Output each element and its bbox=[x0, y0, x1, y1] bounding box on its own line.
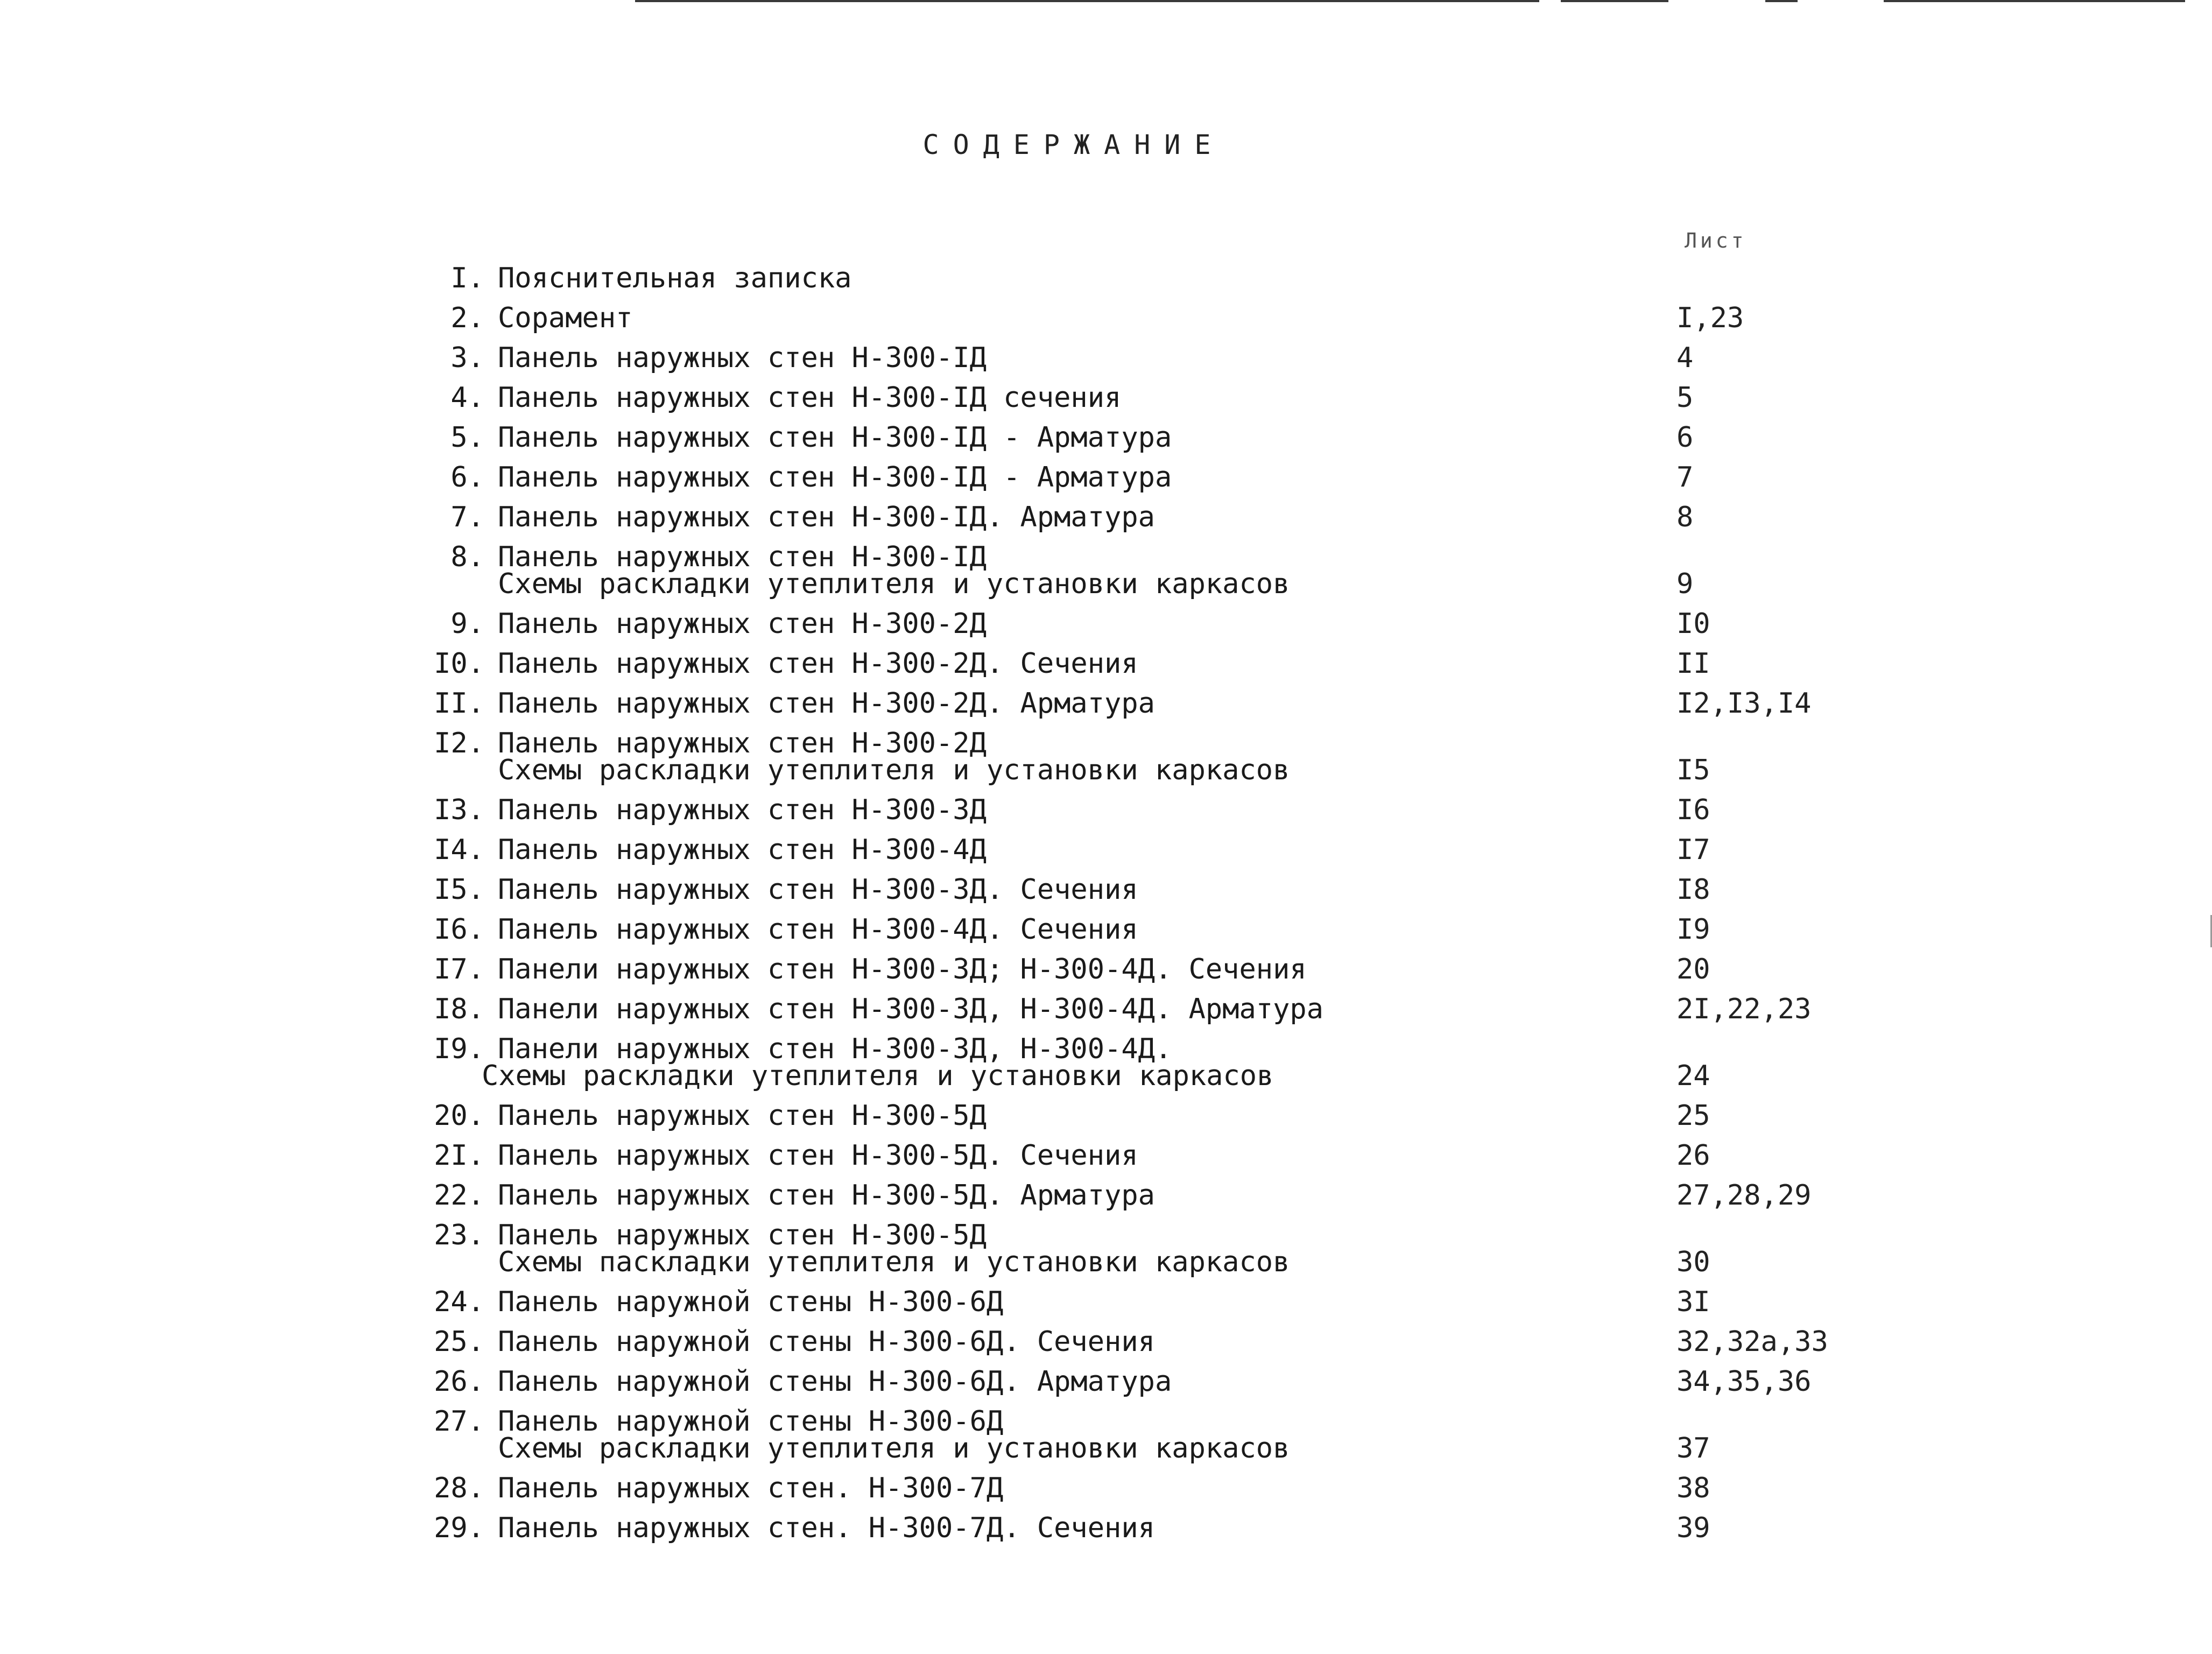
toc-entry-title bbox=[498, 1512, 1601, 1544]
toc-entry-number: 26. bbox=[434, 1366, 484, 1398]
toc-entry-page: 27,28,29 bbox=[1676, 1179, 1812, 1212]
toc-entry bbox=[420, 684, 1873, 723]
toc-entry-number: 3. bbox=[450, 342, 484, 374]
toc-entry-title-line: Панель наружных стен Н-300-2Д bbox=[498, 727, 987, 759]
toc-entry-title-line: Панель наружных стен. Н-300-7Д. Сечения bbox=[498, 1512, 1155, 1544]
toc-entry-title bbox=[498, 1100, 1601, 1132]
toc-entry bbox=[420, 338, 1873, 378]
toc-entry-page: 39 bbox=[1676, 1512, 1710, 1544]
toc-entry-title-line: Панель наружных стен Н-300-4Д. Сечения bbox=[498, 913, 1138, 946]
scan-edge-rule bbox=[1765, 0, 1798, 2]
toc-entry bbox=[420, 1136, 1873, 1176]
toc-entry-number: 9. bbox=[450, 608, 484, 640]
toc-entry-number: 29. bbox=[434, 1512, 484, 1544]
toc-entry-page: 7 bbox=[1676, 461, 1694, 494]
toc-entry-page: 37 bbox=[1676, 1432, 1710, 1465]
toc-entry-title bbox=[498, 302, 1601, 334]
toc-entry-page: 8 bbox=[1676, 501, 1694, 533]
toc-entry bbox=[420, 1096, 1873, 1136]
toc-entry-page: I7 bbox=[1676, 834, 1710, 866]
scan-edge-rule bbox=[635, 0, 1539, 2]
toc-entry-title bbox=[498, 608, 1601, 640]
toc-entry-title bbox=[498, 461, 1601, 494]
toc-entry-title bbox=[498, 1139, 1601, 1172]
toc-entry-number: 25. bbox=[434, 1326, 484, 1358]
toc-entry-page: 6 bbox=[1676, 421, 1694, 454]
toc-entry bbox=[420, 1468, 1873, 1508]
toc-entry-number: 23. bbox=[434, 1219, 484, 1251]
toc-entry-page: 2I,22,23 bbox=[1676, 993, 1812, 1025]
toc-entry-number: I2. bbox=[434, 727, 484, 759]
toc-entry-title-line: Панель наружных стен Н-300-IД bbox=[498, 541, 987, 573]
toc-entry-title-line: Панель наружных стен Н-300-4Д bbox=[498, 834, 987, 866]
toc-entry-page: I9 bbox=[1676, 913, 1710, 946]
toc-entry-number: 27. bbox=[434, 1405, 484, 1438]
toc-entry-number: I7. bbox=[434, 953, 484, 986]
toc-entry-page: 3I bbox=[1676, 1286, 1710, 1318]
toc-entry-title-line: Панель наружных стен Н-300-IД. Арматура bbox=[498, 501, 1155, 533]
toc-entry-title-line: Пояснительная записка bbox=[498, 262, 852, 294]
toc-entry bbox=[420, 1029, 1873, 1096]
toc-entry-number: I6. bbox=[434, 913, 484, 946]
toc-entry-title-line: Панель наружной стены Н-300-6Д bbox=[498, 1286, 1004, 1318]
toc-entry-page: 9 bbox=[1676, 568, 1694, 600]
toc-entry-title-line: Панель наружных стен Н-300-3Д. Сечения bbox=[498, 874, 1138, 906]
toc-entry-title bbox=[498, 647, 1601, 680]
toc-entry-title bbox=[498, 342, 1601, 374]
toc-entry bbox=[420, 644, 1873, 684]
toc-entry-number: I0. bbox=[434, 647, 484, 680]
toc-entry-title bbox=[498, 874, 1601, 906]
toc-entry-page: 24 bbox=[1676, 1060, 1710, 1092]
toc-entry-page: 5 bbox=[1676, 382, 1694, 414]
toc-entry bbox=[420, 790, 1873, 830]
toc-entry-title bbox=[498, 993, 1601, 1025]
toc-entry-number: 5. bbox=[450, 421, 484, 454]
toc-entry-title-line: Панели наружных стен Н-300-3Д, Н-300-4Д. Арматура bbox=[498, 993, 1324, 1025]
toc-entry bbox=[420, 1215, 1873, 1282]
toc-entry-title bbox=[498, 913, 1601, 946]
toc-entry-title bbox=[498, 262, 1601, 294]
toc-entry-page: I5 bbox=[1676, 754, 1710, 786]
toc-entry bbox=[420, 870, 1873, 910]
toc-entry-title-line: Панель наружных стен Н-300-IД bbox=[498, 342, 987, 374]
toc-entry bbox=[420, 537, 1873, 604]
toc-entry-title bbox=[498, 1326, 1601, 1358]
toc-entry-title-line: Панель наружных стен Н-300-2Д bbox=[498, 608, 987, 640]
toc-entry-title-line: Панель наружных стен Н-300-2Д. Сечения bbox=[498, 647, 1138, 680]
toc-entry-title-line: Панель наружных стен Н-300-5Д. Арматура bbox=[498, 1179, 1155, 1212]
toc-entry-number: 8. bbox=[450, 541, 484, 573]
toc-entry-number: I9. bbox=[434, 1033, 484, 1065]
toc-entry-title-line: Панель наружных стен Н-300-5Д. Сечения bbox=[498, 1139, 1138, 1172]
toc-entry bbox=[420, 949, 1873, 989]
toc-entry-page: I,23 bbox=[1676, 302, 1744, 334]
toc-entry-page: I2,I3,I4 bbox=[1676, 687, 1812, 720]
toc-entry-title-line: Панели наружных стен Н-300-3Д; Н-300-4Д. Сечения bbox=[498, 953, 1307, 986]
toc-entry-number: I4. bbox=[434, 834, 484, 866]
scan-edge-rule bbox=[1884, 0, 2185, 2]
toc-entry-title bbox=[498, 501, 1601, 533]
toc-entry-title bbox=[498, 834, 1601, 866]
toc-entry-title-line: Панель наружной стены Н-300-6Д. Арматура bbox=[498, 1366, 1172, 1398]
toc-entry bbox=[420, 604, 1873, 644]
toc-entry-title-line: Сорамент bbox=[498, 302, 633, 334]
toc-entry bbox=[420, 1176, 1873, 1215]
toc-entry-number: I3. bbox=[434, 794, 484, 826]
toc-entry-title-line: Панель наружных стен Н-300-IД - Арматура bbox=[498, 421, 1172, 454]
toc-entry-number: 22. bbox=[434, 1179, 484, 1212]
toc-entry bbox=[420, 298, 1873, 338]
toc-entry-title bbox=[498, 1405, 1601, 1465]
toc-entry-title bbox=[498, 1366, 1601, 1398]
toc-entry bbox=[420, 1508, 1873, 1548]
toc-entry-subtitle-line: Схемы раскладки утеплителя и установки каркасов bbox=[498, 754, 1290, 786]
toc-entry bbox=[420, 723, 1873, 790]
toc-entry-title-line: Панель наружных стен. Н-300-7Д bbox=[498, 1472, 1004, 1504]
toc-entry-number: 4. bbox=[450, 382, 484, 414]
table-of-contents bbox=[420, 258, 1873, 1548]
toc-entry-title-line: Панель наружной стены Н-300-6Д. Сечения bbox=[498, 1326, 1155, 1358]
toc-entry-number: 7. bbox=[450, 501, 484, 533]
toc-entry-page: 34,35,36 bbox=[1676, 1366, 1812, 1398]
toc-entry bbox=[420, 1402, 1873, 1468]
scan-edge-rule bbox=[1561, 0, 1668, 2]
toc-entry-page: 38 bbox=[1676, 1472, 1710, 1504]
toc-entry-page: I8 bbox=[1676, 874, 1710, 906]
toc-entry-title bbox=[498, 727, 1601, 786]
toc-entry-page: I6 bbox=[1676, 794, 1710, 826]
toc-entry-number: 28. bbox=[434, 1472, 484, 1504]
toc-entry bbox=[420, 1322, 1873, 1362]
toc-entry-title bbox=[498, 1472, 1601, 1504]
toc-entry-page: II bbox=[1676, 647, 1710, 680]
toc-entry-title-line: Панель наружных стен Н-300-3Д bbox=[498, 794, 987, 826]
toc-entry-page: 32,32а,33 bbox=[1676, 1326, 1828, 1358]
toc-entry-title-line: Панель наружных стен Н-300-IД сечения bbox=[498, 382, 1122, 414]
toc-entry-number: II. bbox=[434, 687, 484, 720]
toc-entry-title-line: Панель наружных стен Н-300-5Д bbox=[498, 1100, 987, 1132]
toc-entry-title-line: Панель наружной стены Н-300-6Д bbox=[498, 1405, 1004, 1438]
toc-entry-title bbox=[498, 953, 1601, 986]
toc-entry-title-line: Панель наружных стен Н-300-2Д. Арматура bbox=[498, 687, 1155, 720]
toc-entry-number: I. bbox=[450, 262, 484, 294]
toc-entry-title bbox=[498, 421, 1601, 454]
toc-entry-title-line: Панели наружных стен Н-300-3Д, Н-300-4Д. bbox=[498, 1033, 1172, 1065]
toc-entry bbox=[420, 458, 1873, 497]
toc-entry-page: 26 bbox=[1676, 1139, 1710, 1172]
toc-entry-page: 30 bbox=[1676, 1246, 1710, 1278]
toc-entry-title-line: Панель наружных стен Н-300-IД - Арматура bbox=[498, 461, 1172, 494]
toc-entry bbox=[420, 989, 1873, 1029]
toc-entry-subtitle-line: Схемы раскладки утеплителя и установки каркасов bbox=[482, 1060, 1274, 1092]
toc-entry bbox=[420, 830, 1873, 870]
toc-entry bbox=[420, 497, 1873, 537]
toc-entry-number: I8. bbox=[434, 993, 484, 1025]
toc-entry-title bbox=[498, 541, 1601, 600]
toc-entry bbox=[420, 1282, 1873, 1322]
toc-entry-title bbox=[498, 1219, 1601, 1278]
toc-entry-title bbox=[498, 794, 1601, 826]
toc-entry bbox=[420, 910, 1873, 949]
toc-entry-subtitle-line: Схемы паскладки утеплителя и установки каркасов bbox=[498, 1246, 1290, 1278]
toc-entry-page: 25 bbox=[1676, 1100, 1710, 1132]
toc-entry bbox=[420, 418, 1873, 458]
toc-entry-number: 20. bbox=[434, 1100, 484, 1132]
toc-entry-number: 2. bbox=[450, 302, 484, 334]
page-title: СОДЕРЖАНИЕ bbox=[922, 129, 1225, 160]
toc-entry bbox=[420, 1362, 1873, 1402]
toc-entry-page: 20 bbox=[1676, 953, 1710, 986]
toc-entry bbox=[420, 258, 1873, 298]
toc-entry-title-line: Панель наружных стен Н-300-5Д bbox=[498, 1219, 987, 1251]
toc-entry-number: 2I. bbox=[434, 1139, 484, 1172]
page-column-header: Лист bbox=[1685, 229, 1747, 252]
toc-entry-title bbox=[482, 1033, 1601, 1092]
toc-entry-page: I0 bbox=[1676, 608, 1710, 640]
toc-entry-subtitle-line: Схемы раскладки утеплителя и установки каркасов bbox=[498, 568, 1290, 600]
toc-entry bbox=[420, 378, 1873, 418]
toc-entry-title bbox=[498, 382, 1601, 414]
toc-entry-number: 6. bbox=[450, 461, 484, 494]
toc-entry-title bbox=[498, 1179, 1601, 1212]
toc-entry-page: 4 bbox=[1676, 342, 1694, 374]
toc-entry-number: 24. bbox=[434, 1286, 484, 1318]
toc-entry-title bbox=[498, 1286, 1601, 1318]
toc-entry-number: I5. bbox=[434, 874, 484, 906]
toc-entry-subtitle-line: Схемы раскладки утеплителя и установки каркасов bbox=[498, 1432, 1290, 1465]
toc-entry-title bbox=[498, 687, 1601, 720]
